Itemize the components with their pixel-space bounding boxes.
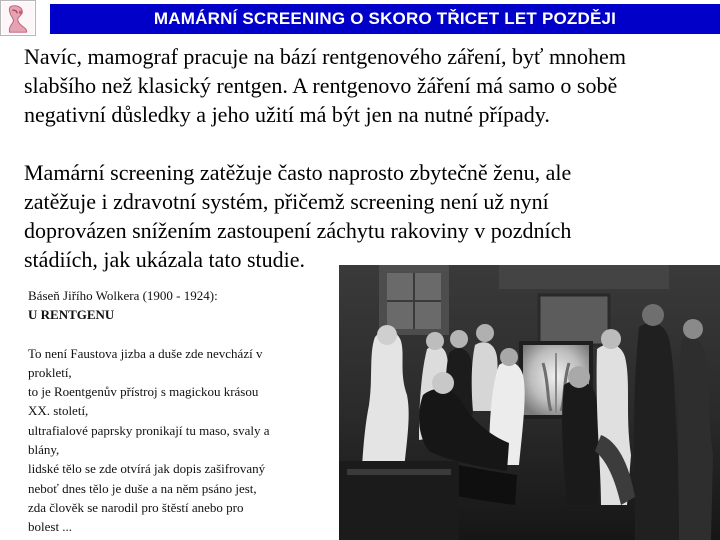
poem-line: prokletí, (28, 364, 72, 380)
paragraph-screening-burden: Mamární screening zatěžuje často naprosto zbytečně ženu, ale zatěžuje i zdravotní systém, přičemž screening není už nyní doprovázen snížením zastoupení záchytu rakoviny v pozdních stádiích, jak ukázala tato studie. (24, 160, 572, 272)
poem-line: zda člověk se narodil pro štěstí anebo pro (28, 499, 244, 515)
slide-title: MAMÁRNÍ SCREENING O SKORO TŘICET LET POZDĚJI (50, 4, 720, 34)
poem-line: to je Roentgenův přístroj s magickou krásou (28, 384, 259, 400)
historical-xray-photo (339, 265, 720, 540)
poem-intro: Báseň Jiřího Wolkera (1900 - 1924): (28, 288, 218, 303)
poem-title: U RENTGENU (28, 307, 115, 323)
poem-line: ultrafialové paprsky pronikají tu maso, svaly a (28, 422, 270, 438)
poem-line: blány, (28, 442, 60, 458)
poem-line: XX. století, (28, 403, 89, 419)
poem-line: To není Faustova jizba a duše zde nevchází v (28, 345, 263, 361)
paragraph-radiation: Navíc, mamograf pracuje na bází rentgenového záření, byť mnohem slabšího než klasický rentgen. A rentgenovo žáření má samo o sobě negativní důsledky a jeho užití má být jen na nutné případy. (24, 44, 626, 127)
poem-line: bolest ... (28, 519, 73, 535)
poem-block (28, 286, 332, 537)
poem-line: neboť dnes tělo je duše a na něm psáno jest, (28, 480, 257, 496)
logo-icon (0, 0, 36, 36)
main-text (24, 42, 704, 274)
poem-spacer (28, 325, 332, 344)
poem-line: lidské tělo se zde otvírá jak dopis zašifrovaný (28, 461, 266, 477)
